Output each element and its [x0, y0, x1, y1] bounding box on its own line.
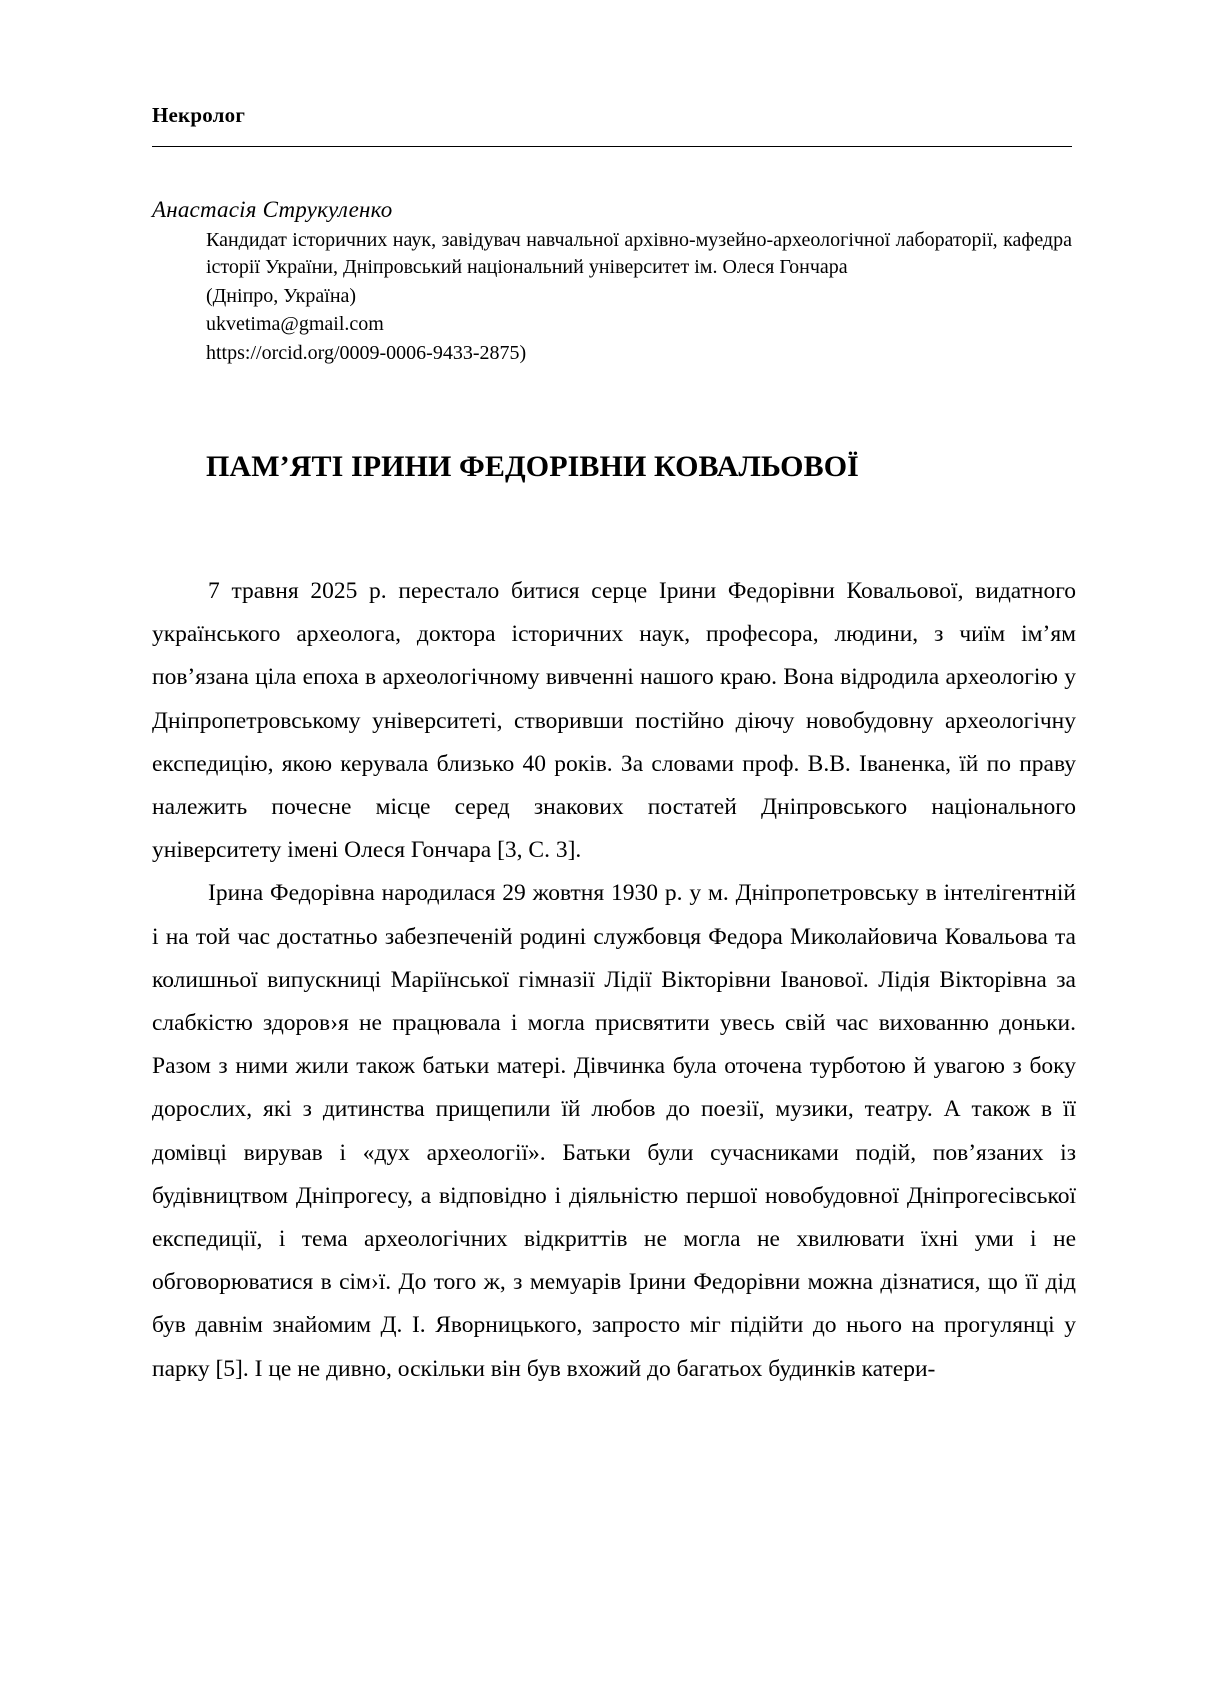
author-name: Анастасія Струкуленко [152, 197, 393, 222]
author-email: ukvetima@gmail.com [206, 313, 384, 336]
header-divider [152, 146, 1072, 147]
page-title: ПАМ’ЯТІ ІРИНИ ФЕДОРІВНИ КОВАЛЬОВОЇ [206, 450, 859, 483]
author-affiliation: Кандидат історичних наук, завідувач навчальної архівно-музейно-археологічної лабораторії, кафедра історії України, Дніпровський національний університет ім. Олеся Гончара [206, 228, 1072, 279]
author-orcid: https://orcid.org/0009-0006-9433-2875) [206, 341, 527, 364]
article-body [152, 570, 1076, 1391]
body-paragraph: 7 травня 2025 р. перестало битися серце Ірини Федорівни Ковальової, видатного українського археолога, доктора історичних наук, професора, людини, з чиїм ім’ям пов’язана ціла епоха в археологічному вивченні нашого краю. Вона відродила археологію у Дніпропетровському університеті, створивши постійно діючу новобудовну археологічну експедицію, якою керувала близько 40 років. За словами проф. В.В. Іваненка, їй по праву належить почесне місце серед знакових постатей Дніпровського національного університету імені Олеся Гончара [3, С. 3]. [152, 578, 1076, 864]
body-paragraph: Ірина Федорівна народилася 29 жовтня 1930 р. у м. Дніпропетровську в інтелігентній і на той час достатньо забезпеченій родині службовця Федора Миколайовича Ковальова та колишньої випускниці Маріїнської гімназії Лідії Вікторівни Іванової. Лідія Вікторівна за слабкістю здоров›я не працювала і могла присвятити увесь свій час вихованню доньки. Разом з ними жили також батьки матері. Дівчинка була оточена турботою й увагою з боку дорослих, які з дитинства прищепили їй любов до поезії, музики, театру. А також в її домівці вирував і «дух археології». Батьки були сучасниками подій, пов’язаних із будівництвом Дніпрогесу, а відповідно і діяльністю першої новобудовної Дніпрогесівської експедиції, і тема археологічних відкриттів не могла не хвилювати їхні уми і не обговорюватися в сім›ї. До того ж, з мемуарів Ірини Федорівни можна дізнатися, що її дід був давнім знайомим Д. І. Яворницького, запросто міг підійти до нього на прогулянці у парку [5]. І це не дивно, оскільки він був вхожий до багатьох будинків катери- [152, 880, 1076, 1382]
running-head-label: Некролог [152, 103, 246, 127]
author-block [152, 196, 1072, 367]
running-head [152, 104, 1072, 127]
author-location: (Дніпро, Україна) [206, 284, 357, 307]
